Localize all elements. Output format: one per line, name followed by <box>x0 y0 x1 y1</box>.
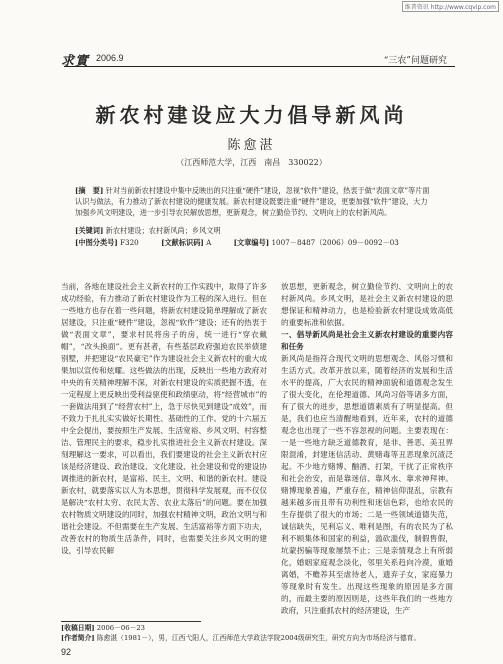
classification-line <box>75 238 445 248</box>
article-id-label: [文章编号] <box>233 238 270 247</box>
doc-code-value: A <box>206 238 212 247</box>
author-bio: 陈愈湛（1981－），男，江西弋阳人，江西师范大学政法学院2004级研究生，研究方向为市场经济与德育。 <box>96 634 421 642</box>
issue-number: 2006.9 <box>96 53 124 63</box>
abstract-text: 针对当前新农村建设中集中反映出的只注重“硬件”建设，忽视“软件”建设，热衷于做“表面文章”等片面认识与做法，有力推动了新农村建设的健康发展。新农村建设既要注重“硬件”建设，更要加强“软件”建设，大力加强乡风文明建设，进一步引导农民解放思想，更新观念，树立勤俭节约、文明向上的农村新风尚。 <box>75 186 430 217</box>
body-paragraph: 当前，各地在建设社会主义新农村的工作实践中，取得了许多成功经验，有力推动了新农村建设作为工程的深入进行。但在一些地方也存在着一些问题，将新农村建设简单理解成了新农居建设，只注重“硬件”建设，忽视“软件”建设；还有的热衷于做“表面文章”，要求村民将房子的房，统一进行“穿衣戴帽”，“改头换面”。更有甚者，有些基层政府强迫农民举债建别墅，并把建设“农民豪宅”作为建设社会主义新农村的重大成果加以宣传和炫耀。这些做法的出现，反映出一些地方政府对中央的有关精神理解不深，对新农村建设的实质把握不透，在一定程度上更反映出受利益驱使和政绩驱动，将“经营城市”的一套做法用到了“经营农村”上，急于尽快见到建设“成效”，而不致力于扎扎实实做好长期性、基础性的工作。党的十六届五中全会提出，要按照生产发展、生活宽裕、乡风文明、村容整洁、管理民主的要求，稳步扎实推进社会主义新农村建设。深刻理解这一要求，可以看出，我们要建设的社会主义新农村应该是经济建设、政治建设、文化建设、社会建设和党的建设协调推进的新农村，是富裕、民主、文明、和谐的新农村。建设新农村，就要落实以人为本思想，贯彻科学发展观，而不仅仅是解决“农村太穷、农民太苦、农业太落后”的问题。要在加强农村物质文明建设的同时，加强农村精神文明，政治文明与和谐社会建设。不但需要在生产发展、生活富裕等方面下功夫，改善农村的物质生活条件，同时，也需要关注乡风文明的建设，引导农民解 <box>61 282 267 555</box>
keywords-label: [关键词] <box>75 226 104 235</box>
article-title: 新农村建设应大力倡导新风尚 <box>95 103 408 127</box>
journal-logo: 求實 <box>61 54 90 69</box>
article-author: 陈愈湛 <box>227 138 276 153</box>
body-column-left <box>61 281 267 557</box>
received-label: [收稿日期] <box>61 624 95 632</box>
keywords-text: 新农村建设；农村新风尚；乡风文明 <box>105 226 221 235</box>
abstract <box>75 185 433 218</box>
clc-value: F320 <box>120 238 139 247</box>
abstract-label: [摘 要] <box>75 186 104 195</box>
header-divider <box>64 66 455 67</box>
watermark: 维普资讯 http://www.cqvip.com <box>402 1 499 12</box>
section-heading: 一、倡导新风尚是社会主义新农村建设的重要内容和任务 <box>281 330 453 351</box>
keywords <box>75 225 433 236</box>
body-column-right <box>281 281 453 617</box>
body-paragraph: 放思想，更新观念，树立勤俭节约、文明向上的农村新风尚。乡风文明，是社会主义新农村建设的思想保证和精神动力，也是检验新农村建设成效高低的重要标准和依据。 <box>281 282 453 327</box>
footnote-received <box>61 623 471 633</box>
column-name: “三农”问题研究 <box>383 56 447 66</box>
clc-label: [中图分类号] <box>75 238 118 247</box>
footnote-author <box>61 633 471 643</box>
article-id-value: 1007－8487（2006）09－0092－03 <box>271 238 399 247</box>
page-number: 92 <box>61 647 72 657</box>
author-bio-label: [作者简介] <box>61 634 95 642</box>
author-affiliation: （江西师范大学，江西 南昌 330022） <box>176 158 327 167</box>
footnote-divider <box>61 621 201 622</box>
received-date: 2006－06－23 <box>96 624 145 632</box>
doc-code-label: [文献标识码] <box>161 238 204 247</box>
body-paragraph: 新风尚是指符合现代文明的思想观念、风俗习惯和生活方式。改革开放以来，随着经济的发展和生活水平的提高，广大农民的精神面貌和道德观念发生了很大变化，在伦理道德、风尚习俗等诸多方面，有了很大的进步，思想道德素质有了明显提高。但是，我们也应当清醒地看到，近年来，农村的道德观念也出现了一些不容忽视的问题。主要表现在：一是一些地方缺乏道德教育，是非、善恶、美丑界限混淆，封建迷信活动、黄赌毒等丑恶现象沉渣泛起。不少地方赌博、酗酒、打架，干扰了正常秩序和社会治安，而是靠迷信、靠风水、靠求神拜神。赌博现象普遍，严重存在，精神信仰混乱，宗教有越来越多而且带有功利性和迷信色彩，也给农民的生存提供了很大的市场；二是一些领域道德失范，诚信缺失，见利忘义、唯利是图，有的农民为了私利不顾集体和国家的利益，滥砍滥伐，制假售假，坑蒙拐骗等现象屡禁不止；三是亲情观念上有所弱化，婚姻家庭观念淡化，邻里关系趋向冷漠，重婚离婚，不赡养其至虐待老人，遗弃子女，家庭暴力等现象时有发生。出现这些现象的原因是多方面的，而最主要的原因则是，这些年我们的一些地方政府，只注重抓农村的经济建设，生产 <box>281 354 453 615</box>
